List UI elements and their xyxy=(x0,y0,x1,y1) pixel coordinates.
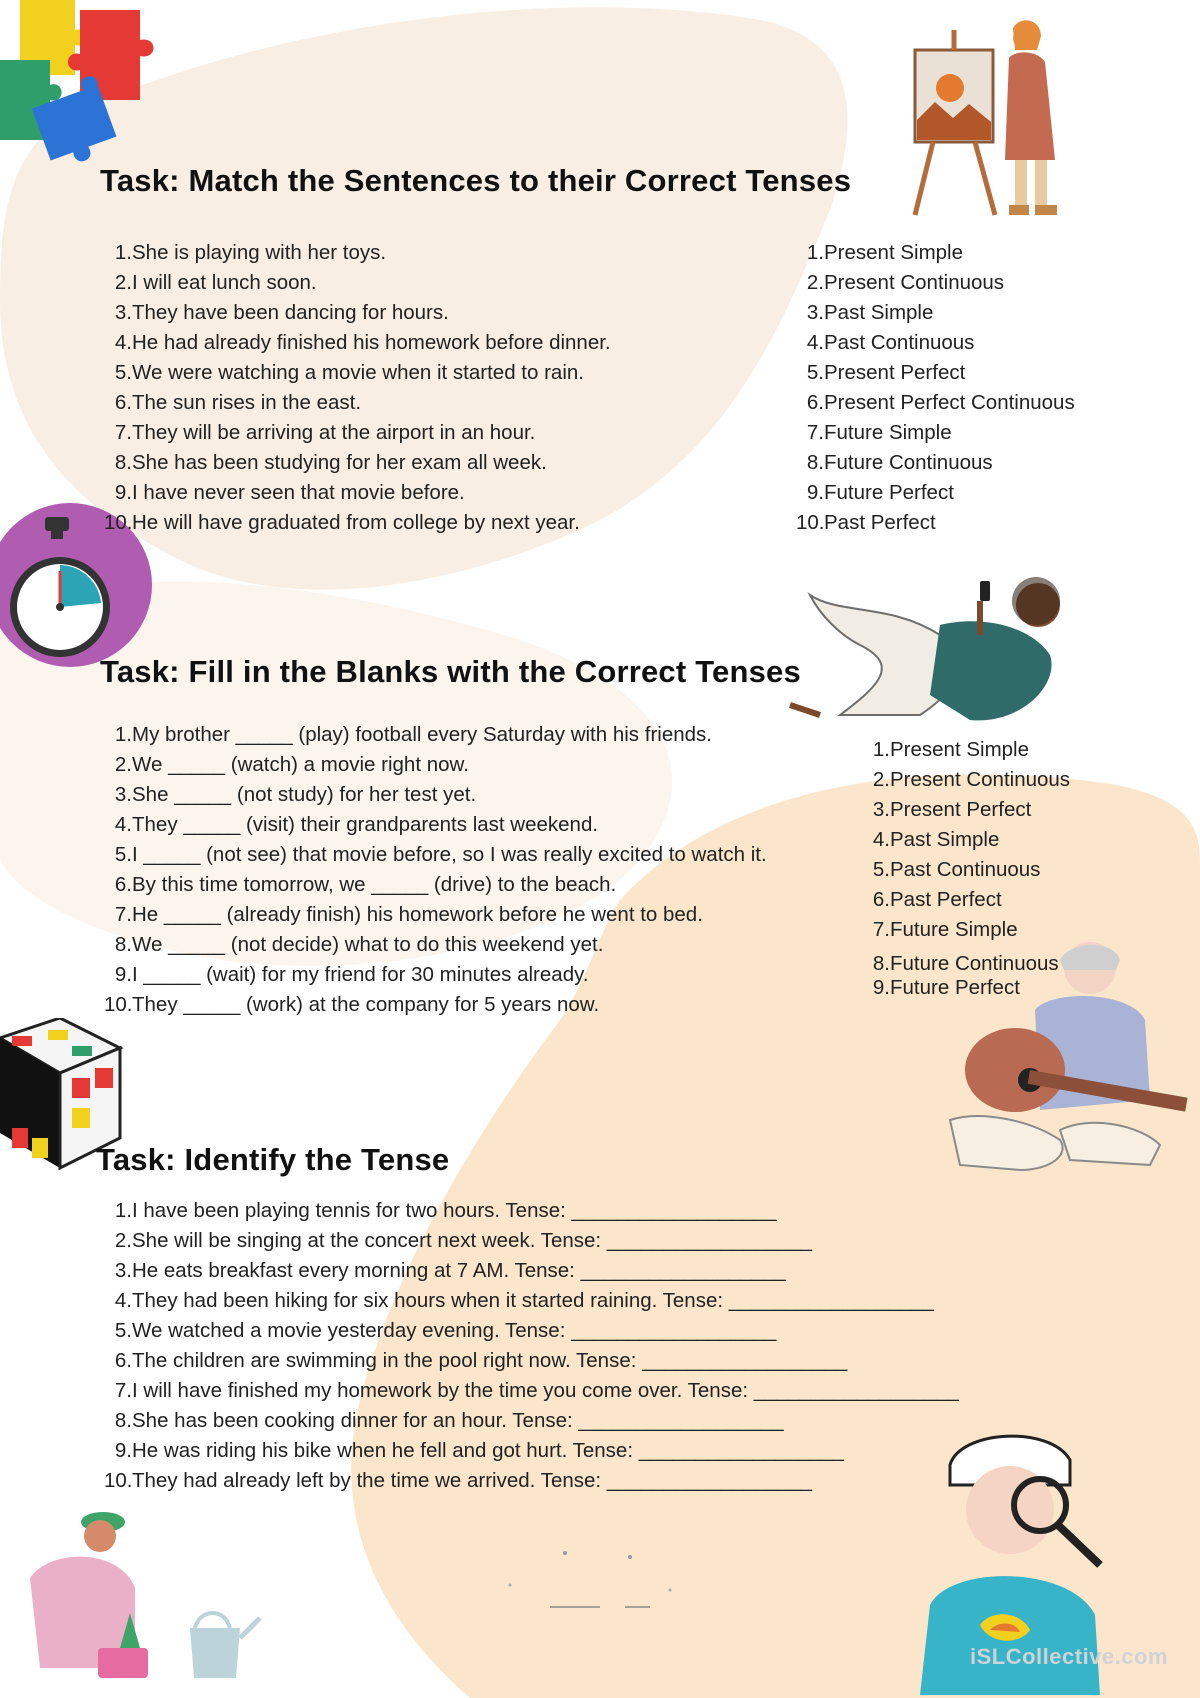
list-item: 8.She has been cooking dinner for an hour. Tense: __________________ xyxy=(114,1409,784,1432)
faded-mark xyxy=(490,1545,690,1625)
list-item: 4.Past Simple xyxy=(872,828,1000,851)
gardener-illustration xyxy=(0,1498,270,1698)
list-item: 6.Past Perfect xyxy=(872,888,1002,911)
task3-sentence-list xyxy=(104,1196,959,1496)
task1-tense-list xyxy=(796,238,1075,538)
list-item: 8.Future Continuous xyxy=(806,451,993,474)
list-item: 5.I _____ (not see) that movie before, so I was really excited to watch it. xyxy=(114,843,767,866)
list-item: 1.She is playing with her toys. xyxy=(114,241,387,264)
list-item: 1.Present Simple xyxy=(872,738,1030,761)
painter-illustration xyxy=(905,10,1075,225)
list-item: 4.They _____ (visit) their grandparents last weekend. xyxy=(114,813,599,836)
list-item: 8.She has been studying for her exam all week. xyxy=(114,451,547,474)
watermark: iSLCollective.com xyxy=(970,1644,1169,1669)
task1-sentence-list xyxy=(104,238,611,538)
list-item: 6.By this time tomorrow, we _____ (drive) to the beach. xyxy=(114,873,617,896)
list-item: 7.Future Simple xyxy=(806,421,952,444)
list-item: 2.We _____ (watch) a movie right now. xyxy=(114,753,469,776)
list-item: 1.I have been playing tennis for two hours. Tense: __________________ xyxy=(114,1199,777,1222)
list-item: 6.Present Perfect Continuous xyxy=(806,391,1075,414)
list-item: 1.My brother _____ (play) football every Saturday with his friends. xyxy=(114,723,712,746)
list-item: 9.I have never seen that movie before. xyxy=(114,481,465,504)
list-item: 7.They will be arriving at the airport in an hour. xyxy=(114,421,536,444)
list-item: 9.Future Perfect xyxy=(806,481,954,504)
list-item: 6.The children are swimming in the pool right now. Tense: __________________ xyxy=(114,1349,848,1372)
list-item: 8.Future Continuous xyxy=(872,952,1059,975)
list-item: 9.Future Perfect xyxy=(872,976,1020,999)
list-item: 2.I will eat lunch soon. xyxy=(114,271,317,294)
list-item: 9.He was riding his bike when he fell and got hurt. Tense: __________________ xyxy=(114,1439,844,1462)
list-item: 7.Future Simple xyxy=(872,918,1018,941)
list-item: 10.He will have graduated from college by next year. xyxy=(104,511,580,534)
task2-sentence-list xyxy=(104,720,767,1020)
list-item: 4.Past Continuous xyxy=(806,331,975,354)
list-item: 3.They have been dancing for hours. xyxy=(114,301,449,324)
list-item: 3.She _____ (not study) for her test yet. xyxy=(114,783,477,806)
list-item: 2.She will be singing at the concert next week. Tense: __________________ xyxy=(114,1229,813,1252)
list-item: 10.Past Perfect xyxy=(796,511,936,534)
list-item: 2.Present Continuous xyxy=(806,271,1005,294)
list-item: 3.Past Simple xyxy=(806,301,934,324)
list-item: 1.Present Simple xyxy=(806,241,964,264)
task2-tense-list xyxy=(862,735,1070,1003)
list-item: 5.We watched a movie yesterday evening. Tense: __________________ xyxy=(114,1319,777,1342)
list-item: 4.He had already finished his homework before dinner. xyxy=(114,331,611,354)
list-item: 8.We _____ (not decide) what to do this weekend yet. xyxy=(114,933,604,956)
task1-heading: Task: Match the Sentences to their Correct Tenses xyxy=(100,163,852,198)
list-item: 5.We were watching a movie when it started to rain. xyxy=(114,361,584,384)
list-item: 7.I will have finished my homework by the time you come over. Tense: __________________ xyxy=(114,1379,959,1402)
list-item: 10.They had already left by the time we arrived. Tense: __________________ xyxy=(104,1469,813,1492)
list-item: 3.Present Perfect xyxy=(872,798,1032,821)
list-item: 2.Present Continuous xyxy=(872,768,1071,791)
task2-heading: Task: Fill in the Blanks with the Correct Tenses xyxy=(100,654,801,689)
task3-heading: Task: Identify the Tense xyxy=(96,1142,450,1177)
list-item: 6.The sun rises in the east. xyxy=(114,391,362,414)
list-item: 5.Past Continuous xyxy=(872,858,1041,881)
list-item: 10.They _____ (work) at the company for 5 years now. xyxy=(104,993,600,1016)
list-item: 4.They had been hiking for six hours when it started raining. Tense: __________________ xyxy=(114,1289,934,1312)
list-item: 7.He _____ (already finish) his homework before he went to bed. xyxy=(114,903,703,926)
puzzle-pieces-illustration xyxy=(0,0,170,190)
list-item: 9.I _____ (wait) for my friend for 30 minutes already. xyxy=(114,963,589,986)
list-item: 3.He eats breakfast every morning at 7 AM. Tense: __________________ xyxy=(114,1259,786,1282)
reading-person-illustration xyxy=(780,575,1100,735)
list-item: 5.Present Perfect xyxy=(806,361,966,384)
